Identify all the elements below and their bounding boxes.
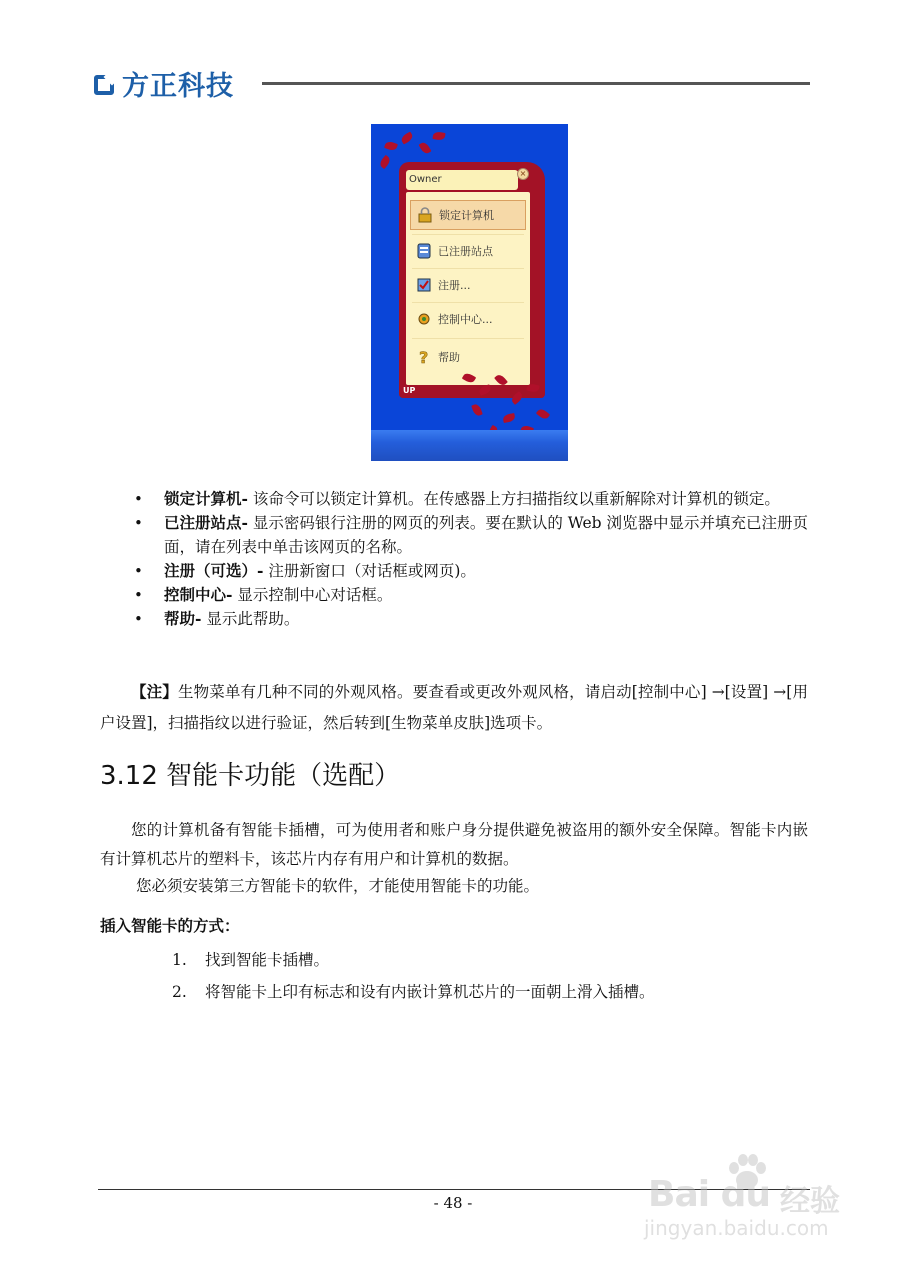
list-item: 2. 将智能卡上印有标志和设有内嵌计算机芯片的一面朝上滑入插槽。 (172, 983, 655, 1001)
header-rule (262, 82, 810, 85)
menu-item-register[interactable] (410, 270, 526, 300)
svg-text:?: ? (419, 349, 429, 365)
menu-panel (406, 192, 530, 385)
menu-item-label: 控制中心... (438, 313, 493, 326)
steps-list (172, 948, 655, 1012)
menu-item-label: 帮助 (438, 351, 460, 364)
note-text: 生物菜单有几种不同的外观风格。要查看或更改外观风格，请启动[控制中心] →[设置] →[用户设置]，扫描指纹以进行验证，然后转到[生物菜单皮肤]选项卡。 (100, 683, 808, 732)
menu-item-label: 注册... (438, 279, 471, 292)
list-item: • 已注册站点- 显示密码银行注册的网页的列表。要在默认的 Web 浏览器中显示并填充已注册页面，请在列表中单击该网页的名称。 (134, 513, 808, 556)
biomenu-screenshot (371, 124, 568, 461)
intro-paragraph: 您的计算机备有智能卡插槽，可为使用者和账户身分提供避免被盗用的额外安全保障。智能卡内嵌有计算机芯片的塑料卡，该芯片内存有用户和计算机的数据。 (100, 821, 808, 868)
biomenu-window (399, 162, 545, 398)
company-logo (92, 64, 234, 103)
menu-item-label: 锁定计算机 (439, 209, 494, 222)
feature-list (134, 487, 814, 631)
logo-mark-icon (92, 71, 118, 97)
note-paragraph (100, 676, 808, 739)
footer-logo: UP (403, 386, 416, 395)
list-item: • 锁定计算机- 该命令可以锁定计算机。在传感器上方扫描指纹以重新解除对计算机的锁定。 (134, 489, 780, 508)
window-title: Owner (406, 170, 518, 190)
list-item: • 控制中心- 显示控制中心对话框。 (134, 585, 393, 604)
steps-heading: 插入智能卡的方式： (100, 917, 240, 935)
taskbar (371, 430, 568, 461)
lock-icon (417, 207, 433, 223)
page-header (92, 64, 812, 104)
menu-item-control-center[interactable] (410, 304, 526, 334)
page-number: - 48 - (433, 1194, 473, 1212)
list-item: 1. 找到智能卡插槽。 (172, 951, 330, 969)
logo-text: 方正科技 (122, 71, 234, 102)
help-icon (416, 349, 432, 365)
menu-item-help[interactable] (410, 342, 526, 372)
section-heading: 3.12 智能卡功能（选配） (100, 761, 401, 791)
menu-item-label: 已注册站点 (438, 245, 493, 258)
menu-item-lock-computer[interactable] (410, 200, 526, 230)
note-label: 【注】 (131, 682, 178, 701)
menu-item-registered-sites[interactable] (410, 236, 526, 266)
list-item: • 注册（可选）- 注册新窗口（对话框或网页)。 (134, 561, 476, 580)
control-center-icon (416, 311, 432, 327)
register-icon (416, 277, 432, 293)
close-icon[interactable]: × (517, 168, 529, 180)
sites-icon (416, 243, 432, 259)
baidu-watermark: Bai du 经验 jingyan.baidu.com (640, 1148, 860, 1248)
list-item: • 帮助- 显示此帮助。 (134, 609, 300, 628)
software-paragraph: 您必须安装第三方智能卡的软件，才能使用智能卡的功能。 (136, 877, 540, 895)
